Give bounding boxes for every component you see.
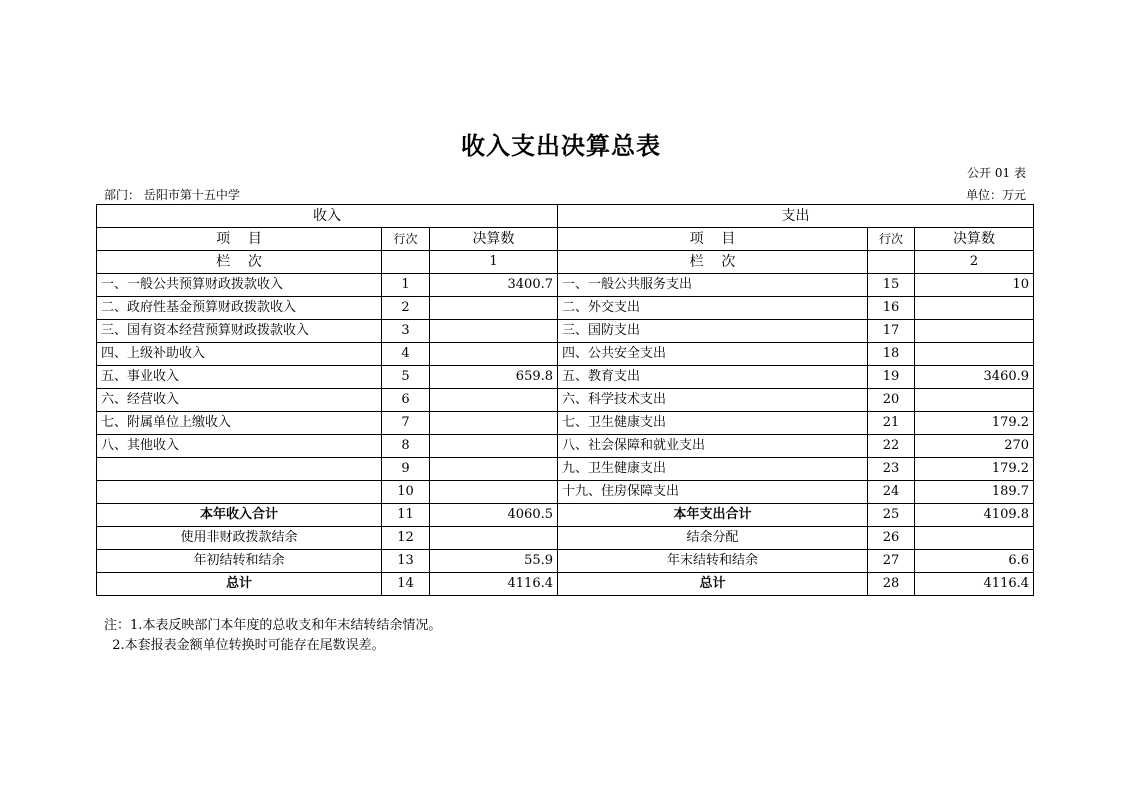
income-amount	[430, 527, 558, 550]
income-column-number: 1	[430, 251, 558, 274]
expense-item: 十九、住房保障支出	[558, 481, 868, 504]
expense-item: 四、公共安全支出	[558, 343, 868, 366]
expense-row-number: 21	[868, 412, 915, 435]
income-row-header: 行次	[382, 228, 430, 251]
income-row-number: 11	[382, 504, 430, 527]
expense-amount	[915, 527, 1034, 550]
income-row-number: 12	[382, 527, 430, 550]
unit-label: 单位：万元	[965, 188, 1026, 202]
income-item: 六、经营收入	[97, 389, 382, 412]
notes	[104, 616, 441, 656]
expense-amount: 189.7	[915, 481, 1034, 504]
expense-item: 七、卫生健康支出	[558, 412, 868, 435]
income-amount	[430, 412, 558, 435]
expense-amount: 3460.9	[915, 366, 1034, 389]
summary-table	[96, 204, 1034, 596]
table-row	[97, 435, 1034, 458]
table-row	[97, 274, 1034, 297]
income-amount	[430, 389, 558, 412]
section-header-row	[97, 205, 1034, 228]
expense-row-number: 28	[868, 573, 915, 596]
expense-amount	[915, 343, 1034, 366]
income-item: 本年收入合计	[97, 504, 382, 527]
column-header-row	[97, 228, 1034, 251]
table-row	[97, 550, 1034, 573]
expense-section-header: 支出	[558, 205, 1034, 228]
expense-item: 总计	[558, 573, 868, 596]
expense-row-number: 25	[868, 504, 915, 527]
expense-item: 九、卫生健康支出	[558, 458, 868, 481]
expense-row-number: 26	[868, 527, 915, 550]
income-amount-header: 决算数	[430, 228, 558, 251]
income-row-number: 6	[382, 389, 430, 412]
expense-amount	[915, 297, 1034, 320]
expense-item: 本年支出合计	[558, 504, 868, 527]
expense-item: 五、教育支出	[558, 366, 868, 389]
expense-column-label: 栏 次	[558, 251, 868, 274]
income-item: 二、政府性基金预算财政拨款收入	[97, 297, 382, 320]
expense-amount	[915, 320, 1034, 343]
income-amount: 3400.7	[430, 274, 558, 297]
income-item	[97, 481, 382, 504]
income-row-number: 8	[382, 435, 430, 458]
department-label: 部门： 岳阳市第十五中学	[104, 188, 240, 202]
income-amount: 4116.4	[430, 573, 558, 596]
income-amount	[430, 481, 558, 504]
income-item: 八、其他收入	[97, 435, 382, 458]
income-row-number: 10	[382, 481, 430, 504]
income-item: 三、国有资本经营预算财政拨款收入	[97, 320, 382, 343]
expense-amount	[915, 389, 1034, 412]
expense-column-number: 2	[915, 251, 1034, 274]
expense-row-number: 23	[868, 458, 915, 481]
expense-row-number: 27	[868, 550, 915, 573]
income-item: 七、附属单位上缴收入	[97, 412, 382, 435]
income-amount: 55.9	[430, 550, 558, 573]
income-item: 一、一般公共预算财政拨款收入	[97, 274, 382, 297]
expense-row-number: 24	[868, 481, 915, 504]
expense-item-header: 项 目	[558, 228, 868, 251]
income-section-header: 收入	[97, 205, 558, 228]
expense-amount: 6.6	[915, 550, 1034, 573]
expense-row-number: 16	[868, 297, 915, 320]
expense-item: 年末结转和结余	[558, 550, 868, 573]
income-row-number: 3	[382, 320, 430, 343]
income-row-number: 1	[382, 274, 430, 297]
income-item-header: 项 目	[97, 228, 382, 251]
table-row	[97, 527, 1034, 550]
table-row	[97, 412, 1034, 435]
expense-row-number: 18	[868, 343, 915, 366]
expense-item: 结余分配	[558, 527, 868, 550]
income-column-row-cell	[382, 251, 430, 274]
expense-amount: 10	[915, 274, 1034, 297]
income-amount	[430, 458, 558, 481]
table-row	[97, 504, 1034, 527]
expense-row-number: 22	[868, 435, 915, 458]
income-item: 使用非财政拨款结余	[97, 527, 382, 550]
income-item: 总计	[97, 573, 382, 596]
income-item	[97, 458, 382, 481]
expense-row-number: 17	[868, 320, 915, 343]
note-1: 注：1.本表反映部门本年度的总收支和年末结转结余情况。	[104, 618, 442, 633]
income-amount	[430, 343, 558, 366]
table-row	[97, 458, 1034, 481]
expense-amount: 270	[915, 435, 1034, 458]
expense-row-number: 19	[868, 366, 915, 389]
expense-item: 二、外交支出	[558, 297, 868, 320]
expense-item: 八、社会保障和就业支出	[558, 435, 868, 458]
income-row-number: 2	[382, 297, 430, 320]
expense-row-number: 20	[868, 389, 915, 412]
income-amount	[430, 435, 558, 458]
income-item: 四、上级补助收入	[97, 343, 382, 366]
income-amount	[430, 297, 558, 320]
table-row	[97, 481, 1034, 504]
expense-amount: 179.2	[915, 412, 1034, 435]
expense-item: 三、国防支出	[558, 320, 868, 343]
income-row-number: 4	[382, 343, 430, 366]
table-row	[97, 297, 1034, 320]
income-amount: 659.8	[430, 366, 558, 389]
income-row-number: 5	[382, 366, 430, 389]
income-column-label: 栏 次	[97, 251, 382, 274]
page-title: 收入支出决算总表	[461, 132, 661, 160]
expense-column-row-cell	[868, 251, 915, 274]
table-row	[97, 573, 1034, 596]
income-row-number: 9	[382, 458, 430, 481]
expense-amount: 4109.8	[915, 504, 1034, 527]
income-row-number: 13	[382, 550, 430, 573]
income-row-number: 7	[382, 412, 430, 435]
table-row	[97, 343, 1034, 366]
table-row	[97, 320, 1034, 343]
table-row	[97, 389, 1034, 412]
column-number-row	[97, 251, 1034, 274]
income-row-number: 14	[382, 573, 430, 596]
expense-row-number: 15	[868, 274, 915, 297]
expense-item: 六、科学技术支出	[558, 389, 868, 412]
income-amount: 4060.5	[430, 504, 558, 527]
expense-amount-header: 决算数	[915, 228, 1034, 251]
income-amount	[430, 320, 558, 343]
income-item: 五、事业收入	[97, 366, 382, 389]
expense-amount: 179.2	[915, 458, 1034, 481]
income-item: 年初结转和结余	[97, 550, 382, 573]
expense-row-header: 行次	[868, 228, 915, 251]
note-2: 2.本套报表金额单位转换时可能存在尾数误差。	[104, 638, 385, 653]
table-row	[97, 366, 1034, 389]
expense-item: 一、一般公共服务支出	[558, 274, 868, 297]
form-number: 公开 01 表	[967, 166, 1026, 180]
expense-amount: 4116.4	[915, 573, 1034, 596]
